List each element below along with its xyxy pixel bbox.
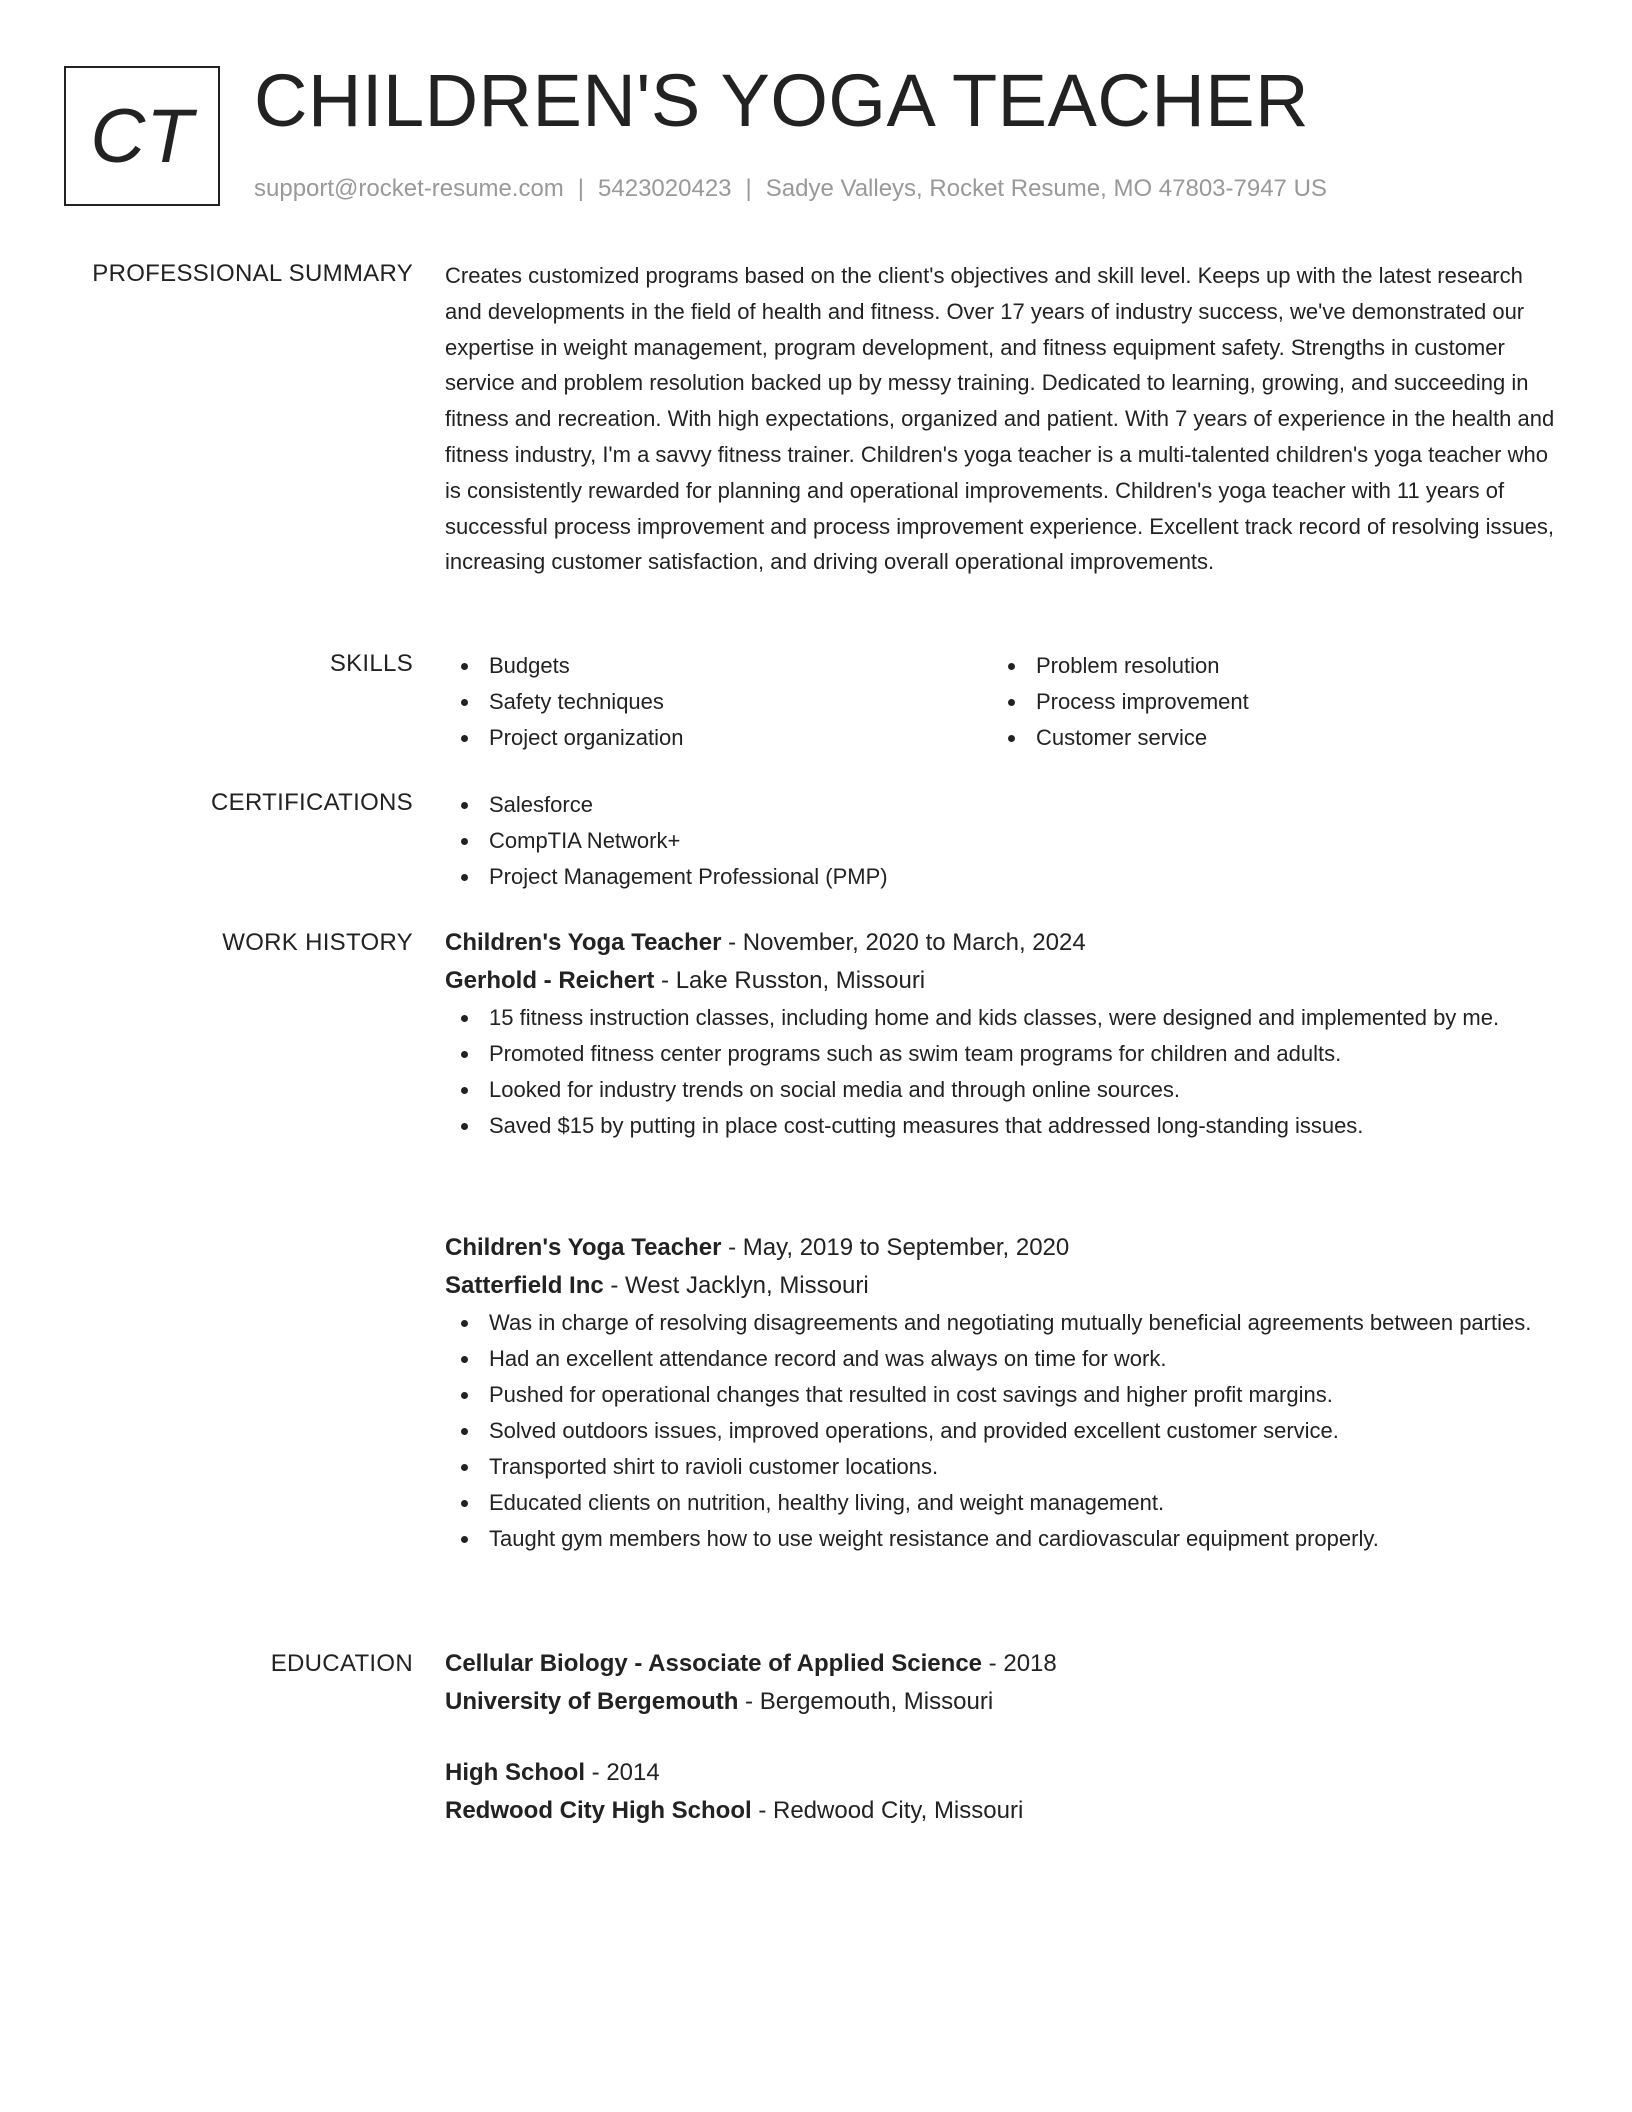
contact-separator: | — [577, 175, 585, 202]
job-company-line — [445, 962, 1560, 1000]
job-dates: - May, 2019 to September, 2020 — [721, 1234, 1070, 1261]
job-location: - Lake Russton, Missouri — [654, 967, 926, 994]
section-title-education: EDUCATION — [270, 1650, 413, 1677]
certifications-list — [445, 787, 1560, 895]
certification-item: Project Management Professional (PMP) — [445, 859, 1560, 895]
skills-column-1 — [445, 648, 992, 756]
contact-separator: | — [745, 175, 752, 202]
education-entry — [445, 1645, 1560, 1721]
skill-item: Customer service — [992, 720, 1539, 756]
education-school-line — [445, 1683, 1560, 1721]
job-entry — [445, 924, 1560, 1144]
resume-name: CHILDREN'S YOGA TEACHER — [254, 59, 1310, 142]
job-bullet: Solved outdoors issues, improved operations, and provided excellent customer service. — [445, 1413, 1560, 1449]
skill-item: Process improvement — [992, 684, 1539, 720]
job-bullet: Was in charge of resolving disagreements and negotiating mutually beneficial agreements between parties. — [445, 1305, 1560, 1341]
job-bullet: Promoted fitness center programs such as swim team programs for children and adults. — [445, 1036, 1560, 1072]
job-company-line — [445, 1267, 1560, 1305]
education-degree-line — [445, 1754, 1560, 1792]
job-title-line — [445, 924, 1560, 962]
skill-item: Budgets — [445, 648, 992, 684]
job-entry — [445, 1229, 1560, 1557]
education-degree: High School — [445, 1759, 585, 1786]
summary-body — [445, 258, 1560, 580]
job-dates: - November, 2020 to March, 2024 — [721, 929, 1086, 956]
job-bullet: Transported shirt to ravioli customer locations. — [445, 1449, 1560, 1485]
contact-address: Sadye Valleys, Rocket Resume, MO 47803-7947 US — [765, 175, 1327, 202]
job-company: Satterfield Inc — [445, 1272, 604, 1299]
monogram-box — [64, 66, 220, 206]
job-bullet: Pushed for operational changes that resulted in cost savings and higher profit margins. — [445, 1377, 1560, 1413]
skill-item: Problem resolution — [992, 648, 1539, 684]
education-degree-line — [445, 1645, 1560, 1683]
job-bullet: Taught gym members how to use weight resistance and cardiovascular equipment properly. — [445, 1521, 1560, 1557]
section-title-work-history: WORK HISTORY — [222, 929, 413, 956]
education-year: - 2014 — [585, 1759, 660, 1786]
job-bullet: Educated clients on nutrition, healthy living, and weight management. — [445, 1485, 1560, 1521]
education-degree: Cellular Biology - Associate of Applied Science — [445, 1650, 983, 1677]
job-company: Gerhold - Reichert — [445, 967, 655, 994]
job-location: - West Jacklyn, Missouri — [603, 1272, 869, 1299]
skills-column-2 — [992, 648, 1539, 756]
skill-item: Safety techniques — [445, 684, 992, 720]
job-bullet: 15 fitness instruction classes, including home and kids classes, were designed and implemented by me. — [445, 1000, 1560, 1036]
section-title-skills: SKILLS — [329, 650, 413, 677]
certification-item: CompTIA Network+ — [445, 823, 1560, 859]
education-location: - Redwood City, Missouri — [751, 1797, 1024, 1824]
job-role: Children's Yoga Teacher — [445, 929, 722, 956]
summary-text: Creates customized programs based on the client's objectives and skill level. Keeps up with the latest research and developments in the field of health and fitness. Over 17 years of industry success, we've demonstrated our expertise in weight management, program development, and fitness equipment safety. Strengths in customer service and problem resolution backed up by messy training. Dedicated to learning, growing, and succeeding in fitness and recreation. With high expectations, organized and patient. With 7 years of experience in the health and fitness industry, I'm a savvy fitness trainer. Children's yoga teacher is a multi-talented children's yoga teacher who is consistently rewarded for planning and operational improvements. Children's yoga teacher with 11 years of successful process improvement and process improvement experience. Excellent track record of resolving issues, increasing customer satisfaction, and driving overall operational improvements. — [445, 263, 1555, 575]
education-school-line — [445, 1792, 1560, 1830]
section-title-summary: PROFESSIONAL SUMMARY — [92, 260, 413, 287]
contact-email: support@rocket-resume.com — [254, 175, 564, 202]
section-title-certifications: CERTIFICATIONS — [211, 789, 413, 816]
skills-body — [445, 648, 1560, 756]
certification-item: Salesforce — [445, 787, 1560, 823]
job-bullet: Looked for industry trends on social media and through online sources. — [445, 1072, 1560, 1108]
job-role: Children's Yoga Teacher — [445, 1234, 722, 1261]
education-entry — [445, 1754, 1560, 1830]
job-title-line — [445, 1229, 1560, 1267]
job-bullets — [445, 1000, 1560, 1144]
contact-line — [254, 174, 1327, 204]
skill-item: Project organization — [445, 720, 992, 756]
monogram-initials: CT — [90, 93, 194, 179]
education-year: - 2018 — [982, 1650, 1057, 1677]
job-bullet: Had an excellent attendance record and was always on time for work. — [445, 1341, 1560, 1377]
education-school: University of Bergemouth — [445, 1688, 739, 1715]
education-school: Redwood City High School — [445, 1797, 752, 1824]
education-location: - Bergemouth, Missouri — [738, 1688, 994, 1715]
certifications-body — [445, 787, 1560, 895]
job-bullets — [445, 1305, 1560, 1557]
contact-phone: 5423020423 — [598, 175, 732, 202]
job-bullet: Saved $15 by putting in place cost-cutting measures that addressed long-standing issues. — [445, 1108, 1560, 1144]
